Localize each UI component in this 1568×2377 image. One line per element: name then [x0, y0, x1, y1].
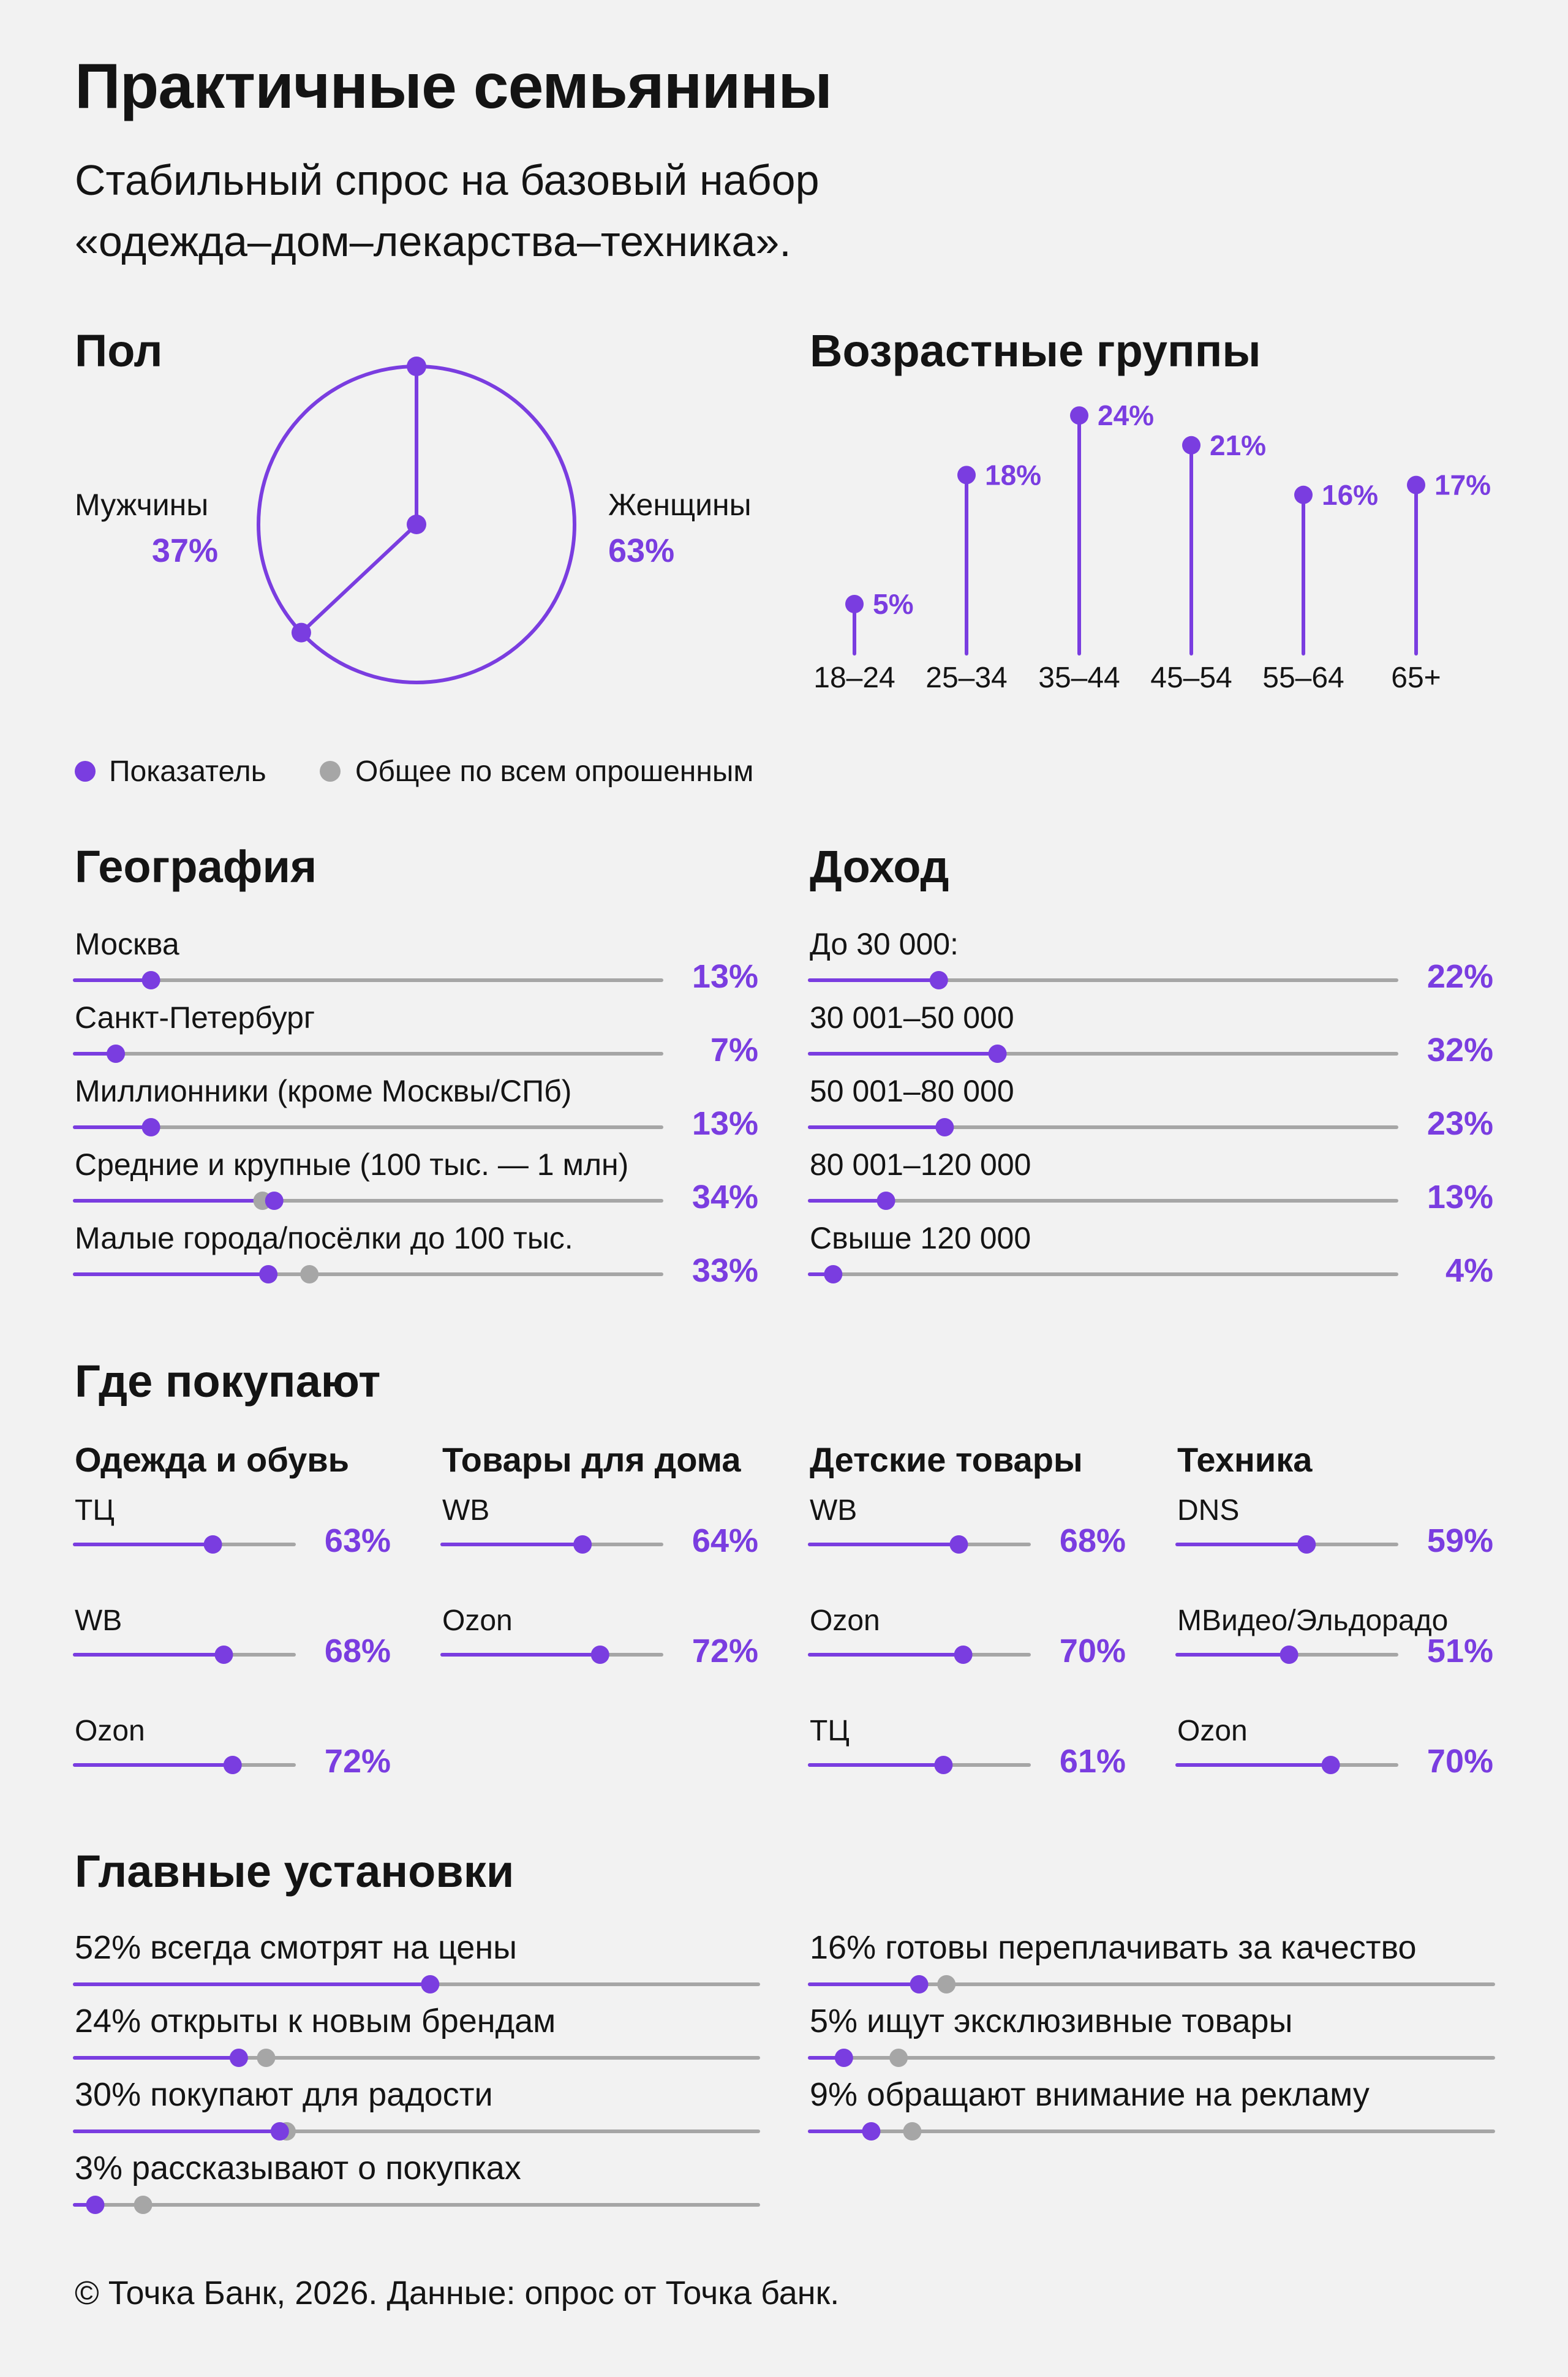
attitude-label-1: 24% открыты к новым брендам [75, 2003, 556, 2039]
where-group-title-1: Товары для дома [442, 1440, 741, 1479]
where-g1-point-1 [591, 1646, 609, 1664]
where-g2-point-2 [934, 1756, 952, 1774]
gender-female-label: Женщины [608, 488, 752, 522]
gender-male-label: Мужчины [75, 488, 209, 522]
attitude-overall-dot-5 [889, 2049, 908, 2067]
attitude-label-0: 52% всегда смотрят на цены [75, 1929, 517, 1966]
income-value-3: 13% [1427, 1179, 1493, 1215]
geo-value-1: 7% [710, 1032, 758, 1068]
age-value-0: 5% [873, 588, 914, 620]
geo-value-3: 34% [692, 1179, 758, 1215]
income-value-0: 22% [1427, 958, 1493, 995]
age-point-4 [1294, 486, 1313, 504]
age-category-4: 55–64 [1262, 662, 1344, 694]
where-group-title-0: Одежда и обувь [75, 1440, 350, 1479]
gender-pie-point-top [407, 357, 426, 376]
age-category-5: 65+ [1391, 662, 1441, 694]
where-g1-label-0: WB [442, 1494, 490, 1527]
age-point-3 [1182, 436, 1200, 455]
attitude-label-6: 9% обращают внимание на рекламу [810, 2076, 1370, 2113]
where-g2-value-1: 70% [1059, 1633, 1126, 1669]
where-g0-label-2: Ozon [75, 1715, 145, 1747]
age-category-3: 45–54 [1150, 662, 1232, 694]
age-point-2 [1070, 406, 1088, 425]
where-group-title-3: Техника [1177, 1440, 1313, 1479]
subtitle-line-2: «одежда–дом–лекарства–техника». [75, 217, 791, 265]
where-g0-value-0: 63% [324, 1522, 391, 1559]
geo-point-2 [142, 1118, 160, 1136]
where-g3-value-0: 59% [1427, 1522, 1493, 1559]
where-g2-point-1 [954, 1646, 973, 1664]
where-g3-point-1 [1280, 1646, 1298, 1664]
income-label-3: 80 001–120 000 [810, 1147, 1031, 1182]
attitude-overall-dot-1 [257, 2049, 275, 2067]
legend-indicator-label: Показатель [109, 755, 266, 788]
where-g0-value-1: 68% [324, 1633, 391, 1669]
where-g3-label-0: DNS [1177, 1494, 1240, 1527]
where-g2-point-0 [949, 1535, 968, 1554]
income-heading: Доход [810, 841, 949, 892]
age-category-0: 18–24 [813, 662, 895, 694]
age-value-4: 16% [1322, 478, 1379, 511]
income-point-3 [877, 1192, 895, 1210]
attitude-overall-dot-6 [903, 2122, 921, 2141]
where-g2-label-2: ТЦ [810, 1715, 850, 1747]
gender-female-value: 63% [608, 532, 675, 569]
income-point-4 [824, 1265, 842, 1283]
attitude-label-5: 5% ищут эксклюзивные товары [810, 2003, 1293, 2039]
attitude-point-1 [230, 2049, 248, 2067]
legend-overall-label: Общее по всем опрошенным [355, 755, 754, 788]
where-buy-heading: Где покупают [75, 1356, 381, 1407]
geo-label-2: Миллионники (кроме Москвы/СПб) [75, 1074, 572, 1108]
footer-copyright: © Точка Банк, 2026. Данные: опрос от Точка банк. [75, 2275, 840, 2311]
attitude-point-2 [271, 2122, 289, 2141]
attitude-point-6 [862, 2122, 880, 2141]
where-g0-value-2: 72% [324, 1743, 391, 1780]
income-point-0 [930, 971, 948, 989]
geo-point-0 [142, 971, 160, 989]
attitude-label-4: 16% готовы переплачивать за качество [810, 1929, 1417, 1966]
geo-value-0: 13% [692, 958, 758, 995]
where-g3-label-1: МВидео/Эльдорадо [1177, 1604, 1449, 1637]
where-g2-value-0: 68% [1059, 1522, 1126, 1559]
gender-pie-center [407, 515, 426, 534]
geo-point-4 [259, 1265, 277, 1283]
attitude-point-5 [835, 2049, 853, 2067]
geo-value-2: 13% [692, 1105, 758, 1142]
income-point-1 [989, 1045, 1007, 1063]
where-g1-value-1: 72% [692, 1633, 758, 1669]
age-value-2: 24% [1098, 399, 1155, 432]
where-g0-point-2 [224, 1756, 242, 1774]
income-label-4: Свыше 120 000 [810, 1221, 1031, 1255]
geo-value-4: 33% [692, 1252, 758, 1289]
income-point-2 [935, 1118, 954, 1136]
attitude-overall-dot-3 [134, 2196, 153, 2214]
geo-point-1 [107, 1045, 125, 1063]
gender-pie-point-split [292, 623, 311, 643]
age-value-5: 17% [1434, 469, 1491, 501]
page-title: Практичные семьянины [75, 51, 832, 122]
where-g1-label-1: Ozon [442, 1604, 513, 1637]
attitude-label-3: 3% рассказывают о покупках [75, 2150, 521, 2186]
age-heading: Возрастные группы [810, 325, 1261, 376]
income-label-1: 30 001–50 000 [810, 1000, 1014, 1035]
age-point-5 [1407, 476, 1425, 494]
where-g3-value-1: 51% [1427, 1633, 1493, 1669]
geo-label-0: Москва [75, 927, 179, 961]
where-g2-label-0: WB [810, 1494, 858, 1527]
where-g3-value-2: 70% [1427, 1743, 1493, 1780]
age-category-2: 35–44 [1038, 662, 1120, 694]
age-point-1 [957, 466, 976, 484]
age-category-1: 25–34 [925, 662, 1008, 694]
age-value-3: 21% [1210, 429, 1267, 461]
gender-heading: Пол [75, 325, 163, 376]
age-point-0 [845, 595, 864, 613]
attitudes-heading: Главные установки [75, 1846, 514, 1897]
where-g2-value-2: 61% [1059, 1743, 1126, 1780]
age-value-1: 18% [985, 459, 1042, 491]
where-g0-point-0 [204, 1535, 222, 1554]
geo-point-3 [265, 1192, 284, 1210]
where-g1-point-0 [573, 1535, 592, 1554]
where-g3-label-2: Ozon [1177, 1715, 1248, 1747]
gender-male-value: 37% [151, 532, 218, 569]
geo-label-4: Малые города/посёлки до 100 тыс. [75, 1221, 573, 1255]
where-g3-point-0 [1297, 1535, 1316, 1554]
where-g0-label-0: ТЦ [75, 1494, 115, 1527]
where-group-title-2: Детские товары [810, 1440, 1083, 1479]
attitude-label-2: 30% покупают для радости [75, 2076, 493, 2113]
where-g2-label-1: Ozon [810, 1604, 880, 1637]
attitude-point-3 [86, 2196, 104, 2214]
geo-label-3: Средние и крупные (100 тыс. — 1 млн) [75, 1147, 629, 1182]
attitude-point-0 [421, 1975, 439, 1993]
income-label-2: 50 001–80 000 [810, 1074, 1014, 1108]
geo-label-1: Санкт-Петербург [75, 1000, 315, 1035]
where-g1-value-0: 64% [692, 1522, 758, 1559]
where-g0-point-1 [214, 1646, 233, 1664]
attitude-overall-dot-4 [937, 1975, 956, 1993]
income-value-1: 32% [1427, 1032, 1493, 1068]
attitude-point-4 [910, 1975, 929, 1993]
where-g3-point-2 [1322, 1756, 1340, 1774]
gender-pie-radius-split [301, 524, 417, 633]
geography-heading: География [75, 841, 317, 892]
income-value-4: 4% [1445, 1252, 1493, 1289]
subtitle-line-1: Стабильный спрос на базовый набор [75, 156, 820, 204]
where-g0-label-1: WB [75, 1604, 123, 1637]
income-label-0: До 30 000: [810, 927, 959, 961]
geo-overall-dot-4 [300, 1265, 318, 1283]
income-value-2: 23% [1427, 1105, 1493, 1142]
